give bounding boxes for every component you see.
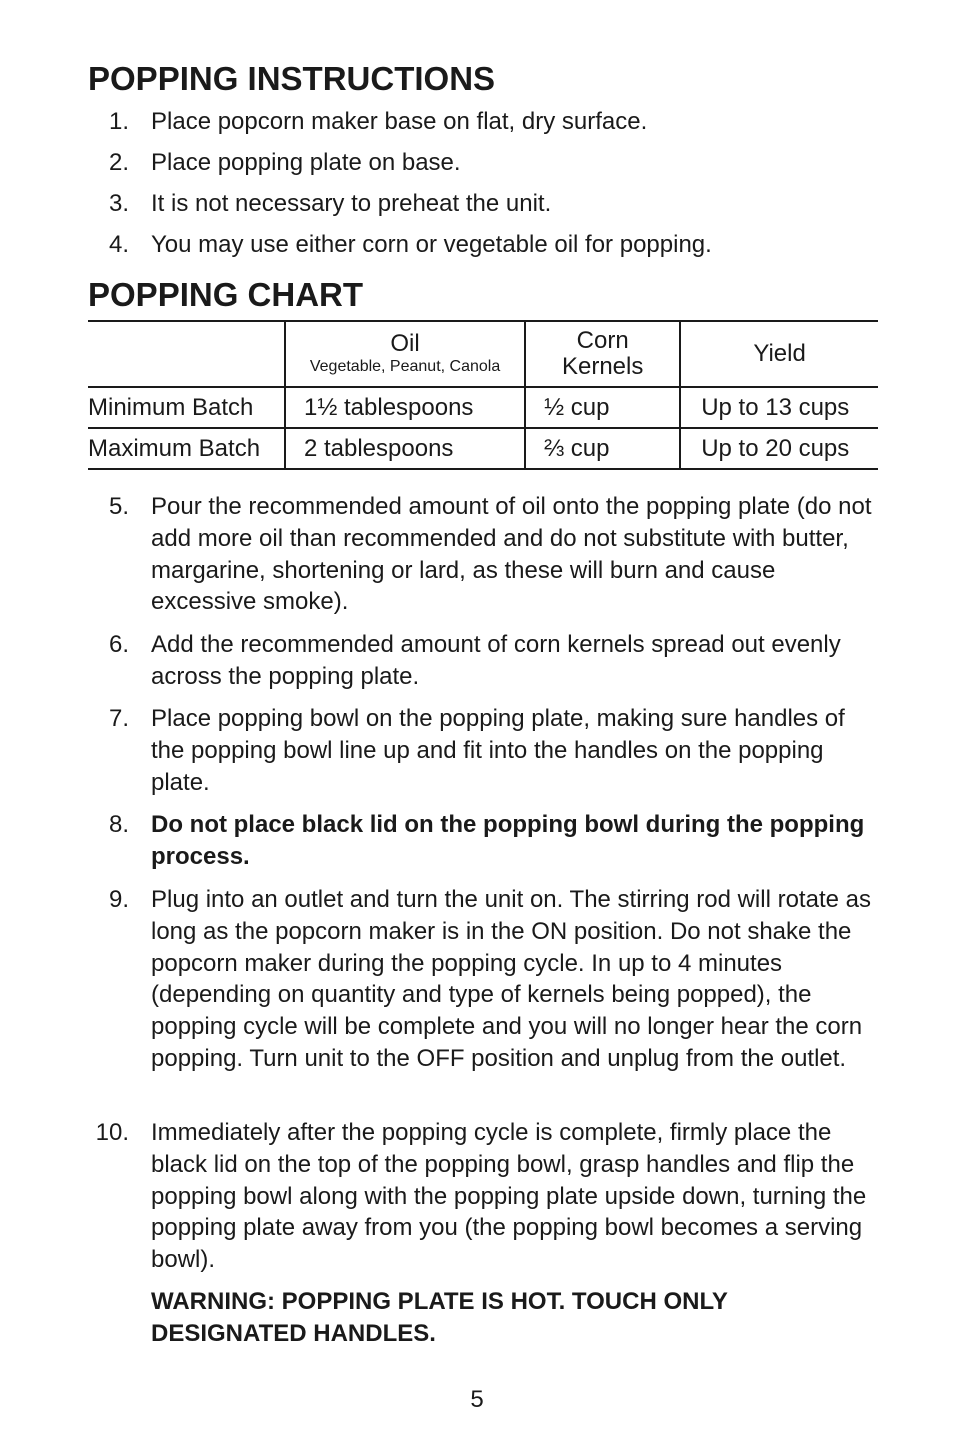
step-text: Do not place black lid on the popping bowl during the popping process.: [151, 811, 865, 870]
header-yield: Yield: [680, 321, 878, 387]
header-empty-cell: [88, 321, 285, 387]
table-row: [88, 387, 878, 428]
step-text: Place popcorn maker base on flat, dry surface.: [151, 108, 648, 135]
step-text: Add the recommended amount of corn kernels spread out evenly across the popping plate.: [151, 631, 841, 690]
row-yield: Up to 13 cups: [680, 387, 878, 428]
page-number: 5: [470, 1386, 484, 1413]
table-row: [88, 428, 878, 469]
step-number: 1.: [108, 108, 129, 135]
header-oil-subtitle: Vegetable, Peanut, Canola: [309, 358, 501, 375]
step-text: Plug into an outlet and turn the unit on. The stirring rod will rotate as long as the popcorn maker is in the ON position. Do not shake the popcorn maker during the popping cycle. In up to 4 minutes (depending on quantity and type of kernels being popped), the popping cycle will be complete and you will no longer hear the corn popping. Turn unit to the OFF position and unplug from the outlet.: [151, 886, 871, 1072]
step-text: Place popping plate on base.: [151, 149, 461, 176]
step-text: You may use either corn or vegetable oil for popping.: [151, 231, 712, 258]
step-number: 4.: [108, 231, 129, 258]
header-corn-kernels: [525, 321, 680, 387]
step-number: 5.: [108, 493, 129, 520]
header-oil: [285, 321, 525, 387]
hot-plate-warning: WARNING: POPPING PLATE IS HOT. TOUCH ONLY DESIGNATED HANDLES.: [151, 1288, 728, 1347]
step-text: Immediately after the popping cycle is complete, firmly place the black lid on the top of the popping bowl, grasp handles and flip the popping bowl along with the popping plate upside down, turning the popping plate away from you (the popping bowl becomes a serving bowl).: [151, 1119, 867, 1274]
step-text: It is not necessary to preheat the unit.: [151, 190, 552, 217]
row-oil: 1½ tablespoons: [285, 387, 525, 428]
header-corn-line1: Corn: [576, 327, 629, 354]
row-label: Minimum Batch: [88, 387, 285, 428]
table-header-row: [88, 321, 878, 387]
header-corn-line2: Kernels: [561, 353, 644, 380]
row-oil: 2 tablespoons: [285, 428, 525, 469]
step-text: Place popping bowl on the popping plate, making sure handles of the popping bowl line up and fit into the handles on the popping plate.: [151, 705, 845, 796]
popping-chart-heading: POPPING CHART: [88, 276, 364, 313]
row-kernels: ⅔ cup: [525, 428, 680, 469]
popping-instructions-heading: POPPING INSTRUCTIONS: [88, 60, 496, 97]
header-oil-label: Oil: [390, 330, 420, 357]
step-number: 2.: [108, 149, 129, 176]
step-number: 9.: [108, 886, 129, 913]
row-yield: Up to 20 cups: [680, 428, 878, 469]
step-number: 7.: [108, 705, 129, 732]
step-number: 10.: [95, 1119, 129, 1146]
row-label: Maximum Batch: [88, 428, 285, 469]
popping-chart-table: [88, 320, 878, 470]
row-kernels: ½ cup: [525, 387, 680, 428]
step-number: 6.: [108, 631, 129, 658]
step-text: Pour the recommended amount of oil onto the popping plate (do not add more oil than recommended and do not substitute with butter, margarine, shortening or lard, as these will burn and cause excessive smoke).: [151, 493, 872, 616]
step-number: 8.: [108, 811, 129, 838]
step-number: 3.: [108, 190, 129, 217]
